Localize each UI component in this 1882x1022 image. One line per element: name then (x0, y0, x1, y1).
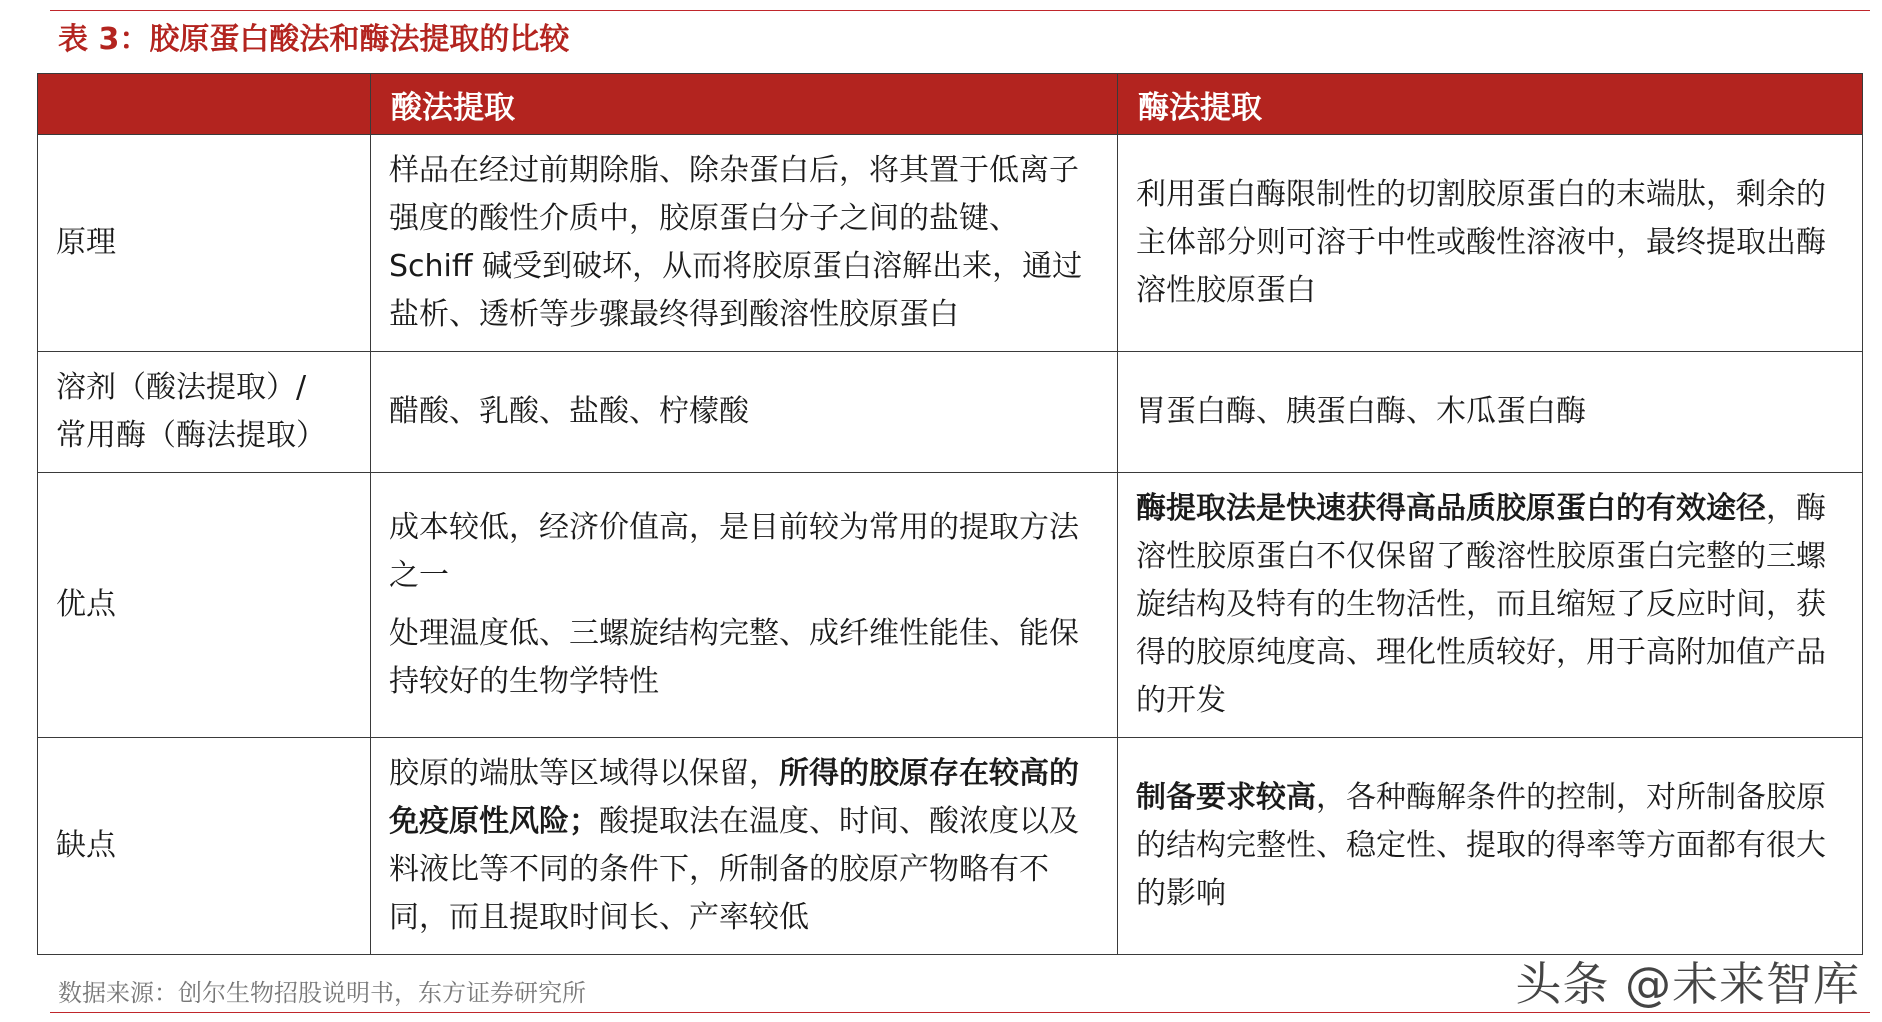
plain-text: ，酶溶性胶原蛋白不仅保留了酸溶性胶原蛋白完整的三螺旋结构及特有的生物活性，而且缩短了反应时间，获得的胶原纯度高、理化性质较好，用于高附加值产品的开发 (1136, 491, 1826, 718)
header-enzyme-method: 酶法提取 (1118, 74, 1863, 135)
table-row-advantages (38, 473, 1863, 738)
cell-advantages-enzyme (1118, 473, 1863, 738)
table-row-solvent (38, 352, 1863, 473)
cell-text: 利用蛋白酶限制性的切割胶原蛋白的末端肽，剩余的主体部分则可溶于中性或酸性溶液中，最终提取出酶溶性胶原蛋白 (1136, 177, 1826, 308)
cell-text: 处理温度低、三螺旋结构完整、成纤维性能佳、能保持较好的生物学特性 (389, 616, 1079, 699)
plain-text: 酸提取法在温度、时间、酸浓度以及料液比等不同的条件下，所制备的胶原产物略有不同，而且提取时间长、产率较低 (389, 804, 1079, 935)
row-label-line: 常用酶（酶法提取） (56, 418, 326, 453)
cell-text (389, 750, 1099, 942)
cell-text (1136, 774, 1844, 918)
cell-disadvantages-acid (371, 738, 1118, 955)
cell-solvent-acid (371, 352, 1118, 473)
data-source-note: 数据来源：创尔生物招股说明书，东方证券研究所 (58, 979, 586, 1007)
bold-text: 酶提取法是快速获得高品质胶原蛋白的有效途径 (1136, 491, 1766, 526)
table-row-principle (38, 135, 1863, 352)
header-corner (38, 74, 371, 135)
cell-text: 胃蛋白酶、胰蛋白酶、木瓜蛋白酶 (1136, 394, 1586, 429)
row-label-advantages: 优点 (38, 473, 371, 738)
row-label-disadvantages: 缺点 (38, 738, 371, 955)
plain-text: ，各种酶解条件的控制，对所制备胶原的结构完整性、稳定性、提取的得率等方面都有很大的影响 (1136, 780, 1826, 911)
cell-principle-acid (371, 135, 1118, 352)
bottom-divider (50, 1012, 1870, 1013)
table-row-disadvantages (38, 738, 1863, 955)
cell-text (1136, 485, 1844, 725)
header-acid-method: 酸法提取 (371, 74, 1118, 135)
bold-text: 所得的胶原存在较高的免疫原性风险； (389, 756, 1079, 839)
plain-text: 胶原的端肽等区域得以保留， (389, 756, 779, 791)
comparison-table (37, 73, 1863, 955)
watermark: 头条 @未来智库 (1515, 957, 1860, 1011)
table-header-row (38, 74, 1863, 135)
top-divider (50, 10, 1870, 11)
table-title: 表 3：胶原蛋白酸法和酶法提取的比较 (58, 22, 570, 57)
bold-text: 制备要求较高 (1136, 780, 1316, 815)
cell-advantages-acid (371, 473, 1118, 738)
cell-principle-enzyme (1118, 135, 1863, 352)
row-label-line: 溶剂（酸法提取）/ (56, 370, 307, 405)
cell-text: 成本较低，经济价值高，是目前较为常用的提取方法之一 (389, 510, 1079, 593)
cell-text: 醋酸、乳酸、盐酸、柠檬酸 (389, 394, 749, 429)
cell-solvent-enzyme (1118, 352, 1863, 473)
row-label-solvent (38, 352, 371, 473)
cell-disadvantages-enzyme (1118, 738, 1863, 955)
cell-text: 样品在经过前期除脂、除杂蛋白后，将其置于低离子强度的酸性介质中，胶原蛋白分子之间的盐键、Schiff 碱受到破坏，从而将胶原蛋白溶解出来，通过盐析、透析等步骤最终得到酸溶性胶原蛋白 (389, 153, 1083, 332)
row-label-principle: 原理 (38, 135, 371, 352)
